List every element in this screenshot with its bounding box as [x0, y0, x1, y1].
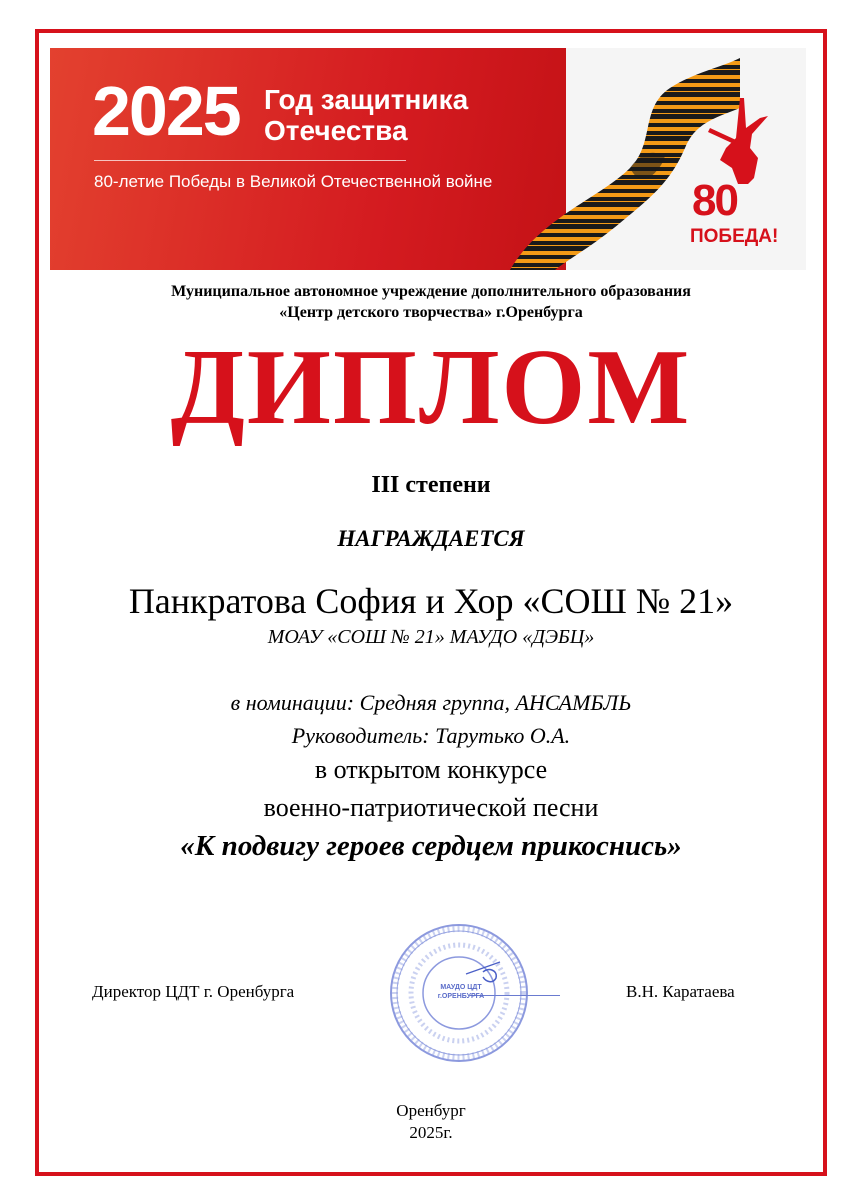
diploma-degree: III степени [371, 472, 491, 498]
banner-subtitle: 80-летие Победы в Великой Отечественной войне [94, 172, 493, 191]
stamp-label: МАУДО ЦДТ г.ОРЕНБУРГА [437, 984, 485, 1000]
banner-title-line1: Год защитника [264, 84, 469, 115]
recipient-name: Панкратова София и Хор «СОШ № 21» [128, 581, 734, 621]
director-position: Директор ЦДТ г. Оренбурга [92, 982, 295, 1001]
director-name: В.Н. Каратаева [626, 982, 735, 1001]
awarded-heading: НАГРАЖДАЕТСЯ [337, 526, 525, 551]
recipient-school: МОАУ «СОШ № 21» МАУДО «ДЭБЦ» [267, 626, 595, 648]
leader-text: Руководитель: Тарутько О.А. [291, 723, 571, 748]
banner-title-line2: Отечества [264, 115, 408, 146]
organization-line1: Муниципальное автономное учреждение дополнительного образования [171, 283, 691, 300]
banner-year: 2025 [92, 72, 240, 150]
contest-line1: в открытом конкурсе [314, 755, 548, 784]
victory-emblem-number: 80 [692, 176, 737, 225]
banner-divider [94, 160, 406, 161]
footer-year: 2025г. [409, 1123, 453, 1142]
nomination-text: в номинации: Средняя группа, АНСАМБЛЬ [230, 690, 632, 715]
victory-emblem-word: ПОБЕДА! [690, 226, 779, 247]
footer [0, 1100, 862, 1144]
banner-title [264, 84, 468, 146]
header-banner [50, 48, 806, 270]
contest-line2: военно-патриотической песни [263, 793, 599, 822]
contest-name: «К подвигу героев сердцем прикоснись» [180, 830, 682, 862]
footer-city: Оренбург [396, 1101, 466, 1120]
diploma-title: ДИПЛОМ [170, 328, 692, 447]
organization-line2: «Центр детского творчества» г.Оренбурга [279, 304, 583, 321]
